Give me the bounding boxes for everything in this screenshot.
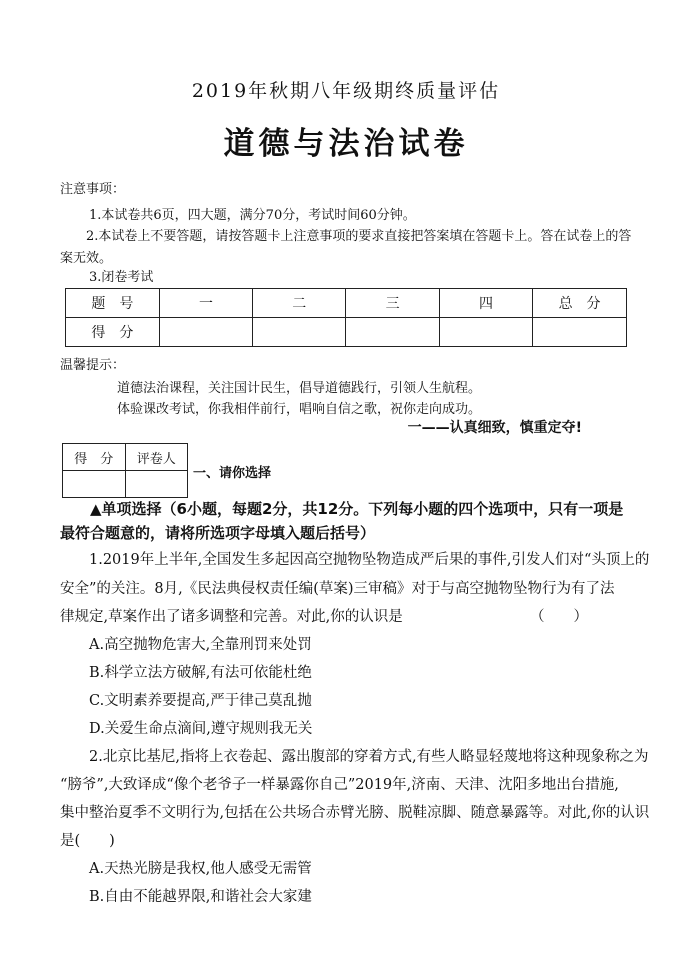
score-header-label: 题 号	[66, 289, 160, 318]
grader-score-label: 得 分	[63, 444, 126, 471]
score-table-header-row	[66, 289, 627, 318]
score-cell	[346, 318, 439, 347]
q2-line-2: “膀爷”,大致译成“像个老爷子一样暴露你自己”2019年,济南、天津、沈阳多地出台措施,	[60, 777, 619, 793]
score-header-section-2: 二	[253, 289, 346, 318]
score-header-total: 总 分	[533, 289, 627, 318]
motto: 一——认真细致，慎重定夺!	[407, 420, 582, 436]
tips-heading: 温馨提示：	[60, 358, 126, 373]
grader-name-cell	[125, 471, 187, 498]
exam-title: 道德与法治试卷	[223, 126, 469, 162]
score-table	[65, 288, 627, 347]
q2-option-b: B.自由不能越界限,和谐社会大家建	[89, 889, 312, 905]
q1-option-d: D.关爱生命点滴间,遵守规则我无关	[89, 721, 313, 737]
notice-item-3: 3.闭卷考试	[89, 270, 154, 285]
q2-line-1: 2.北京比基尼,指将上衣卷起、露出腹部的穿着方式,有些人略显轻蔑地将这种现象称之为	[89, 749, 649, 765]
tip-line-2: 体验课改考试，你我相伴前行，唱响自信之歌，祝你走向成功。	[117, 402, 482, 417]
grader-name-label: 评卷人	[125, 444, 187, 471]
score-row-label: 得 分	[66, 318, 160, 347]
q1-answer-bracket: （ ）	[530, 609, 588, 625]
score-header-section-3: 三	[346, 289, 439, 318]
score-cell	[439, 318, 532, 347]
q2-option-a: A.天热光膀是我权,他人感受无需管	[89, 861, 312, 877]
q1-option-c: C.文明素养要提高,严于律己莫乱抛	[89, 693, 312, 709]
score-header-section-1: 一	[159, 289, 252, 318]
score-cell	[533, 318, 627, 347]
tip-line-1: 道德法治课程，关注国计民生，倡导道德践行，引领人生航程。	[117, 381, 482, 396]
grader-table	[62, 443, 188, 498]
notice-heading: 注意事项：	[60, 182, 126, 197]
q1-option-b: B.科学立法方破解,有法可依能杜绝	[89, 665, 312, 681]
q1-line-1: 1.2019年上半年,全国发生多起因高空抛物坠物造成严后果的事件,引发人们对“头顶上的	[89, 552, 650, 568]
section-instruction: ▲单项选择（6小题，每题2分，共12分。下列每小题的四个选项中，只有一项是最符合题意的，请将所选项字母填入题后括号）	[60, 500, 624, 542]
notice-item-1: 1.本试卷共6页，四大题，满分70分，考试时间60分钟。	[89, 208, 416, 223]
q1-line-3: 律规定,草案作出了诸多调整和完善。对此,你的认识是	[60, 609, 403, 625]
score-header-section-4: 四	[439, 289, 532, 318]
grader-score-cell	[63, 471, 126, 498]
score-cell	[159, 318, 252, 347]
q2-line-4: 是( )	[60, 833, 115, 849]
score-table-score-row	[66, 318, 627, 347]
q1-option-a: A.高空抛物危害大,全靠刑罚来处罚	[89, 637, 312, 653]
score-cell	[253, 318, 346, 347]
section-title: 一、请你选择	[193, 466, 272, 481]
notice-item-2: 2.本试卷上不要答题，请按答题卡上注意事项的要求直接把答案填在答题卡上。答在试卷上的答案无效。	[60, 229, 632, 266]
q2-line-3: 集中整治夏季不文明行为,包括在公共场合赤臂光膀、脱鞋凉脚、随意暴露等。对此,你的认识	[60, 805, 650, 821]
exam-subtitle: 2019年秋期八年级期终质量评估	[191, 80, 501, 102]
q1-line-2: 安全”的关注。8月,《民法典侵权责任编(草案)三审稿》对于与高空抛物坠物行为有了法	[60, 581, 615, 597]
